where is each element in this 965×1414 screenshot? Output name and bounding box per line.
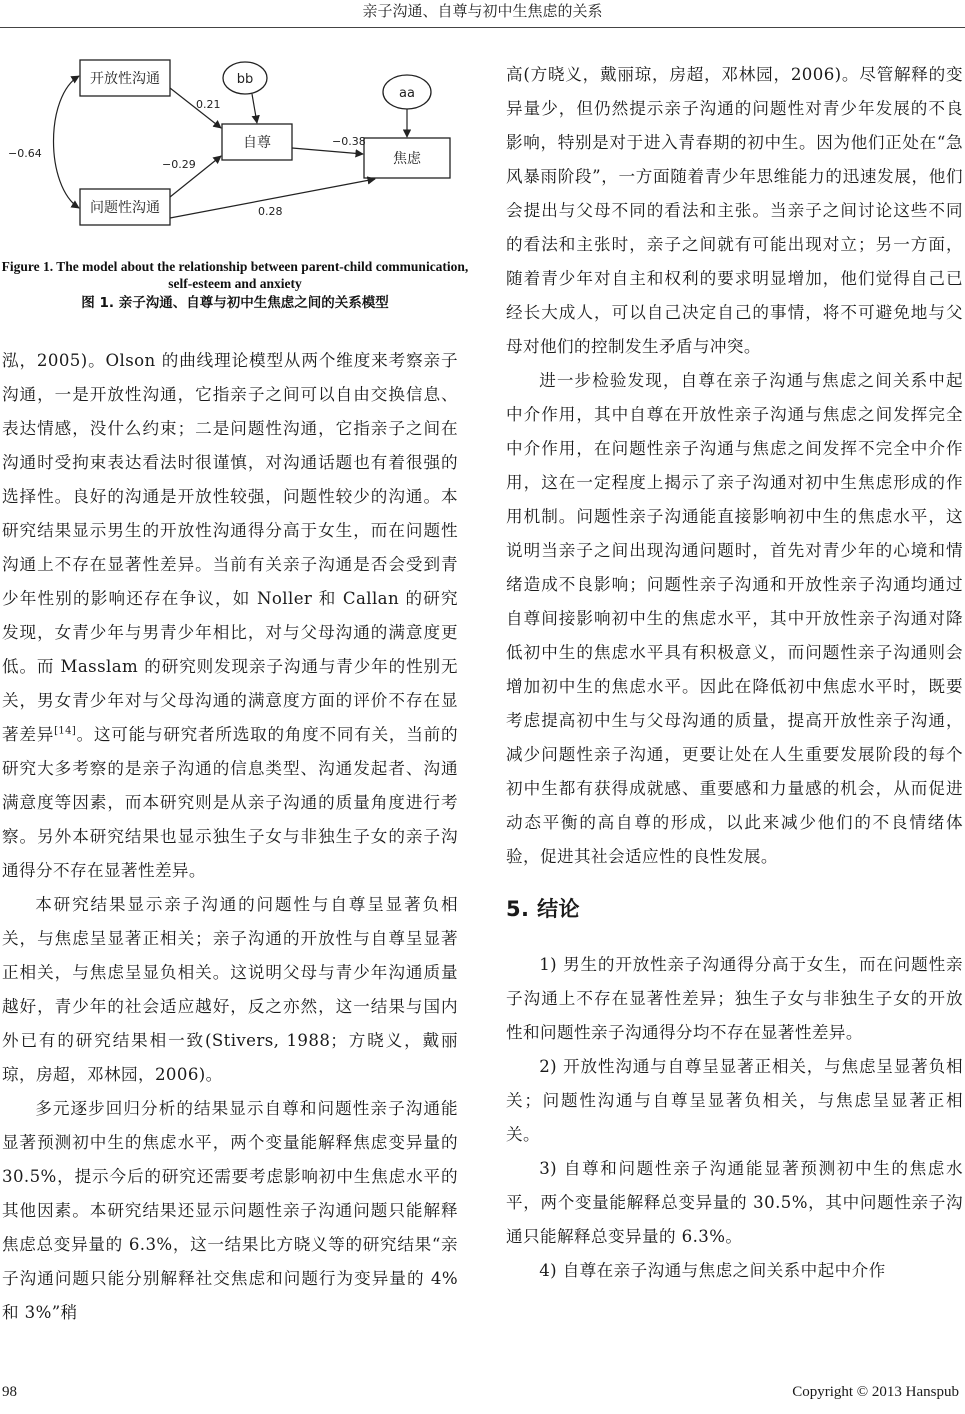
path-bb-selfesteem bbox=[252, 94, 257, 123]
right-paragraph-2: 进一步检验发现，自尊在亲子沟通与焦虑之间关系中起中介作用，其中自尊在开放性亲子沟通与焦虑之间发挥完全中介作用，在问题性亲子沟通与焦虑之间发挥不完全中介作用，这在一定程度上揭示了亲子沟通对初中生焦虑形成的作用机制。问题性亲子沟通能直接影响初中生的焦虑水平，这说明当亲子之间出现沟通问题时，首先对青少年的心境和情绪造成不良影响；问题性亲子沟通和开放性亲子沟通均通过自尊间接影响初中生的焦虑水平，其中开放性亲子沟通对降低初中生的焦虑水平具有积极意义，而问题性亲子沟通则会增加初中生的焦虑水平。因此在降低初中焦虑水平时，既要考虑提高初中生与父母沟通的质量，提高开放性亲子沟通，减少问题性亲子沟通，更要让处在人生重要发展阶段的每个初中生都有获得成就感、重要感和力量感的机会，从而促进动态平衡的高自尊的形成，以此来减少他们的不良情绪体验，促进其社会适应性的良性发展。 bbox=[506, 371, 963, 866]
error-aa-label: aa bbox=[399, 86, 415, 101]
right-paragraph-1: 高(方晓义，戴丽琼，房超，邓林园，2006)。尽管解释的变异量少，但仍然提示亲子沟通的问题性对青少年发展的不良影响，特别是对于进入青春期的初中生。因为他们正处在“急风暴雨阶段”，一方面随着青少年思维能力的迅速发展，他们会提出与父母不同的看法和主张。当亲子之间讨论这些不同的看法和主张时，亲子之间就有可能出现对立；另一方面，随着青少年对自主和权利的要求明显增加，他们觉得自己已经长大成人，可以自己决定自己的事情，将不可避免地与父母对他们的控制发生矛盾与冲突。 bbox=[506, 65, 963, 356]
conclusion-item-3: 3) 自尊和问题性亲子沟通能显著预测初中生的焦虑水平，两个变量能解释总变异量的 30.5%，其中问题性亲子沟通只能解释总变异量的 6.3%。 bbox=[506, 1159, 963, 1246]
citation-14[interactable]: [14] bbox=[54, 725, 77, 737]
path-selfesteem-anxiety bbox=[292, 148, 363, 154]
path-model-diagram bbox=[0, 36, 470, 256]
node-selfesteem-label: 自尊 bbox=[243, 135, 271, 151]
coef-problem-selfesteem: −0.29 bbox=[162, 158, 196, 171]
right-column bbox=[506, 58, 963, 1288]
conclusion-item-2: 2) 开放性沟通与自尊呈显著正相关，与焦虑呈显著负相关；问题性沟通与自尊呈显著负相关，与焦虑呈显著正相关。 bbox=[506, 1057, 963, 1144]
page-number: 98 bbox=[2, 1384, 17, 1400]
left-column bbox=[2, 344, 458, 1330]
path-open-problem-correlation bbox=[54, 76, 80, 208]
left-paragraph-1: 泓，2005)。Olson 的曲线理论模型从两个维度来考察亲子沟通，一是开放性沟通，它指亲子之间可以自由交换信息、表达情感，没什么约束；二是问题性沟通，它指亲子之间在沟通时受拘束表达看法时很谨慎，对沟通话题也有着很强的选择性。良好的沟通是开放性较强，问题性较少的沟通。本研究结果显示男生的开放性沟通得分高于女生，而在问题性沟通上不存在显著性差异。当前有关亲子沟通是否会受到青少年性别的影响还存在争议，如 Noller 和 Callan 的研究发现，女青少年与男青少年相比，对与父母沟通的满意度更低。而 Masslam 的研究则发现亲子沟通与青少年的性别无关，男女青少年对与父母沟通的满意度方面的评价不存在显著差异[14]。这可能与研究者所选取的角度不同有关，当前的研究大多考察的是亲子沟通的信息类型、沟通发起者、沟通满意度等因素，而本研究则是从亲子沟通的质量角度进行考察。另外本研究结果也显示独生子女与非独生子女的亲子沟通得分不存在显著性差异。 bbox=[2, 351, 458, 880]
coef-open-selfesteem: 0.21 bbox=[196, 98, 221, 111]
error-bb-label: bb bbox=[236, 72, 254, 87]
running-header: 亲子沟通、自尊与初中生焦虑的关系 bbox=[362, 2, 603, 20]
coef-selfesteem-anxiety: −0.38 bbox=[332, 135, 366, 148]
left-paragraph-2: 本研究结果显示亲子沟通的问题性与自尊呈显著负相关，与焦虑呈显著正相关；亲子沟通的开放性与自尊呈显著正相关，与焦虑呈显负相关。这说明父母与青少年沟通质量越好，青少年的社会适应越好，反之亦然，这一结果与国内外已有的研究结果相一致(Stivers, 1988；方晓义，戴丽琼，房超，邓林园，2006)。 bbox=[2, 895, 458, 1084]
header-rule bbox=[0, 27, 965, 28]
node-open-label: 开放性沟通 bbox=[90, 71, 160, 87]
figure-1 bbox=[0, 36, 470, 336]
conclusion-item-4: 4) 自尊在亲子沟通与焦虑之间关系中起中介作 bbox=[539, 1261, 886, 1280]
node-problem-label: 问题性沟通 bbox=[90, 200, 160, 216]
coef-open-problem: −0.64 bbox=[8, 147, 42, 160]
figure-caption-cn: 图 1. 亲子沟通、自尊与初中生焦虑之间的关系模型 bbox=[81, 295, 389, 311]
left-paragraph-3: 多元逐步回归分析的结果显示自尊和问题性亲子沟通能显著预测初中生的焦虑水平，两个变量能解释焦虑变异量的 30.5%，提示今后的研究还需要考虑影响初中生焦虑水平的其他因素。本研究结果还显示问题性亲子沟通问题只能解释焦虑总变异量的 6.3%，这一结果比方晓义等的研究结果“亲子沟通问题只能分别解释社交焦虑和问题行为变异量的 4%和 3%”稍 bbox=[2, 1099, 458, 1322]
copyright: Copyright © 2013 Hanspub bbox=[792, 1384, 959, 1400]
figure-caption-en: Figure 1. The model about the relationship between parent-child communication, self-esteem and anxiety bbox=[1, 259, 469, 291]
node-anxiety-label: 焦虑 bbox=[393, 151, 421, 167]
section-title-conclusion: 5. 结论 bbox=[506, 897, 580, 921]
coef-problem-anxiety: 0.28 bbox=[258, 205, 283, 218]
conclusion-item-1: 1) 男生的开放性亲子沟通得分高于女生，而在问题性亲子沟通上不存在显著性差异；独生子女与非独生子女的开放性和问题性亲子沟通得分均不存在显著性差异。 bbox=[506, 955, 963, 1042]
